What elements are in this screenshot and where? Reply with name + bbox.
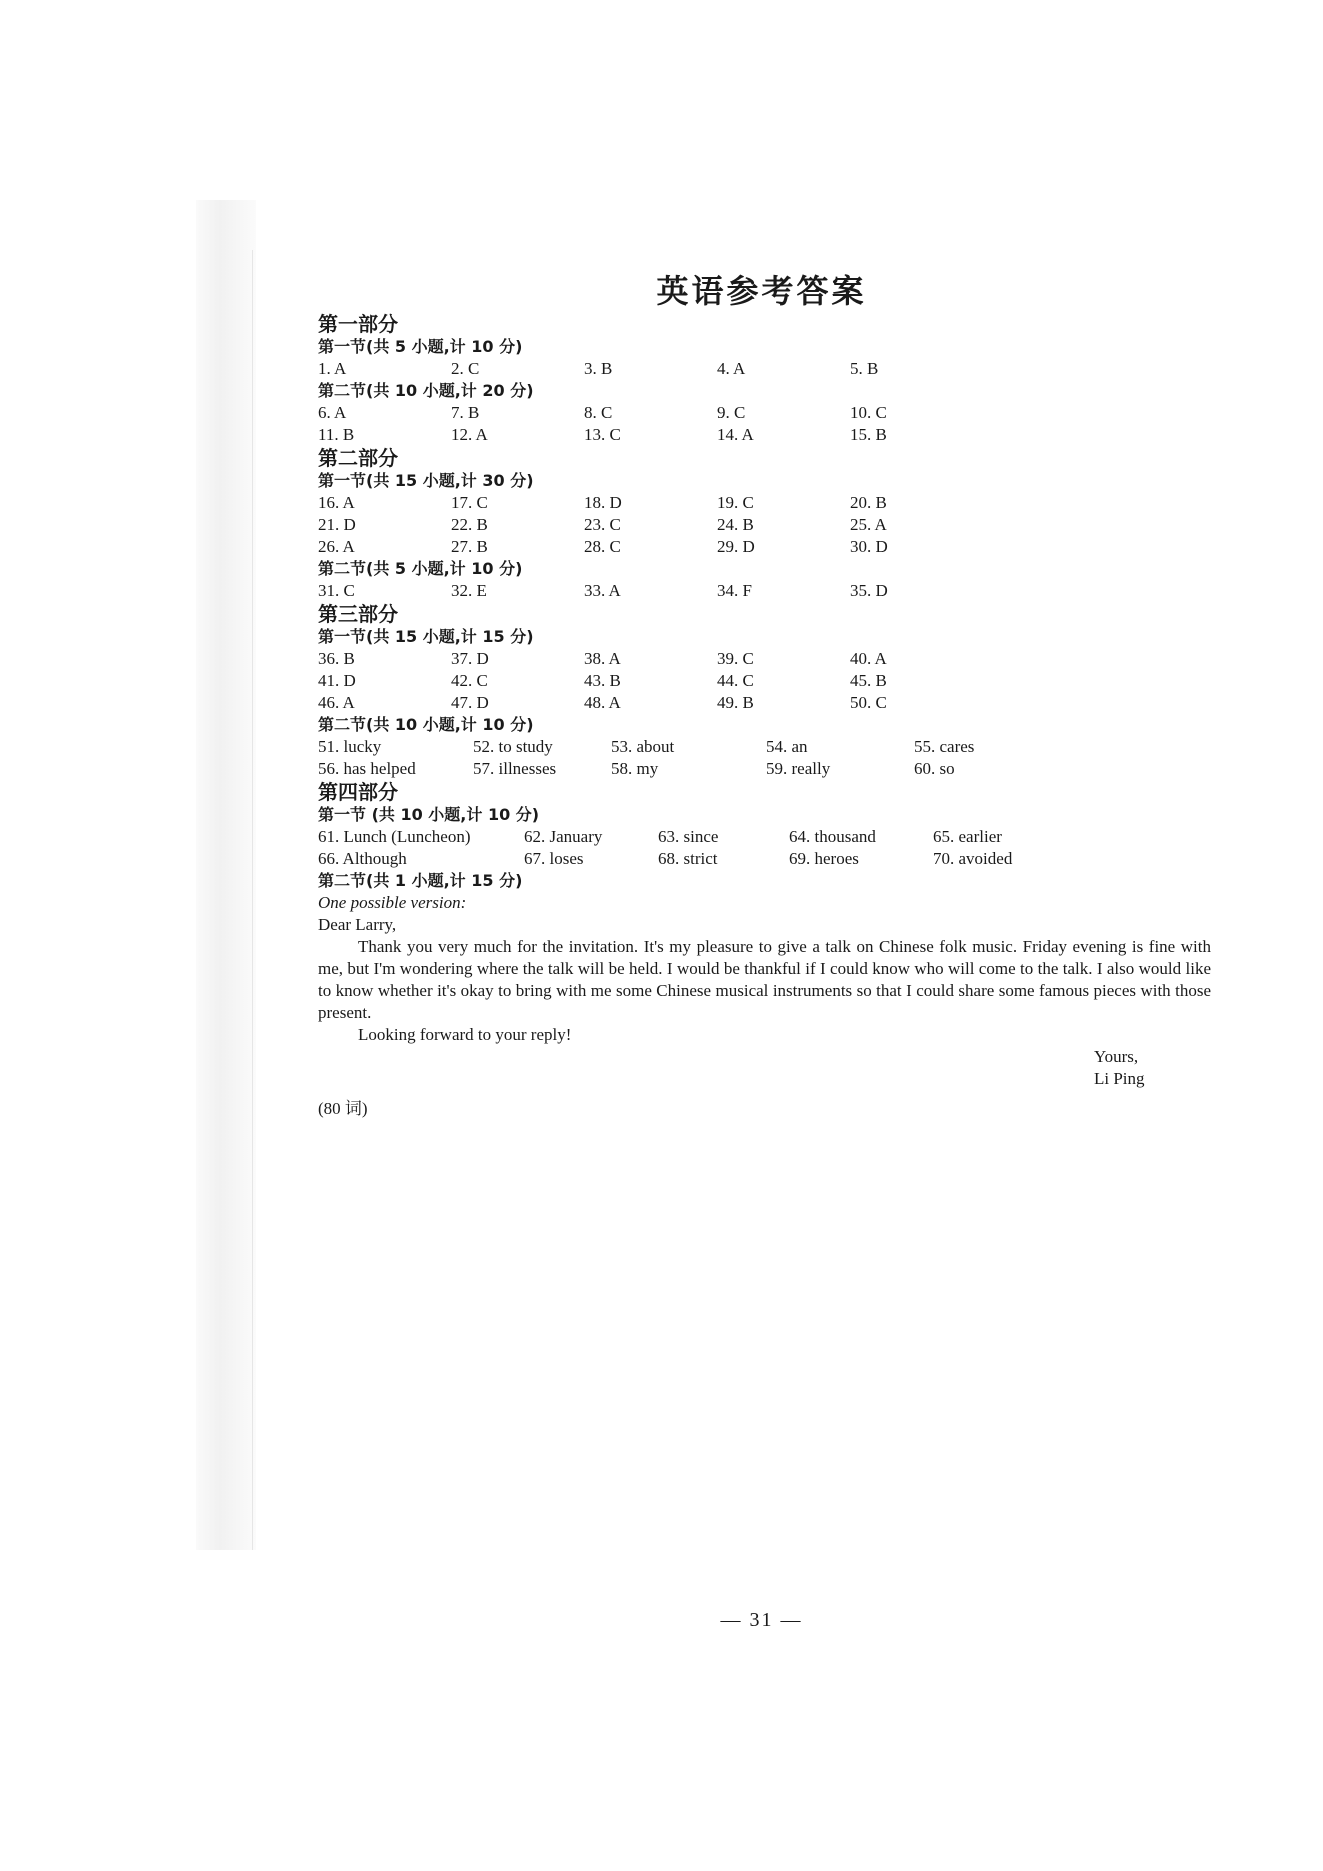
answer-item: 63. since: [658, 827, 719, 846]
answer-item: 39. C: [717, 649, 754, 668]
answer-item: 25. A: [850, 515, 887, 534]
answer-row: [318, 514, 1218, 536]
answer-item: 21. D: [318, 515, 356, 534]
answer-item: 46. A: [318, 693, 355, 712]
answer-item: 48. A: [584, 693, 621, 712]
answer-item: 6. A: [318, 403, 347, 422]
answer-item: 66. Although: [318, 849, 407, 868]
letter-signoff: Yours,: [1094, 1047, 1139, 1066]
part-heading: 第三部分: [318, 602, 398, 626]
answer-item: 35. D: [850, 581, 888, 600]
answer-item: 53. about: [611, 737, 675, 756]
letter-body: Thank you very much for the invitation. It's my pleasure to give a talk on Chinese folk music. Friday evening is fine with me, but I'm wondering where the talk will be held. I would be thankful if I could know who will come to the talk. I also would like to know whether it's okay to bring with me some Chinese musical instruments so that I could share some famous pieces with those present.: [318, 937, 1211, 1022]
answer-item: 2. C: [451, 359, 480, 378]
answer-item: 55. cares: [914, 737, 975, 756]
section-heading: 第二节(共 5 小题,计 10 分): [318, 559, 523, 578]
answer-item: 9. C: [717, 403, 746, 422]
answer-row: [318, 424, 1218, 446]
answer-item: 69. heroes: [789, 849, 859, 868]
answer-item: 18. D: [584, 493, 622, 512]
answer-item: 4. A: [717, 359, 746, 378]
binding-edge: [252, 250, 253, 1550]
section-heading: 第一节(共 15 小题,计 30 分): [318, 471, 534, 490]
answer-item: 44. C: [717, 671, 754, 690]
section-heading: 第一节(共 15 小题,计 15 分): [318, 627, 534, 646]
part-heading: 第一部分: [318, 312, 398, 336]
answer-item: 22. B: [451, 515, 488, 534]
answer-item: 61. Lunch (Luncheon): [318, 827, 471, 846]
version-label: One possible version:: [318, 893, 467, 912]
answer-row: [318, 358, 1218, 380]
answer-row: [318, 758, 1218, 780]
answer-row: [318, 670, 1218, 692]
answer-row: [318, 580, 1218, 602]
answer-item: 33. A: [584, 581, 621, 600]
answer-item: 29. D: [717, 537, 755, 556]
answer-item: 8. C: [584, 403, 613, 422]
answer-item: 11. B: [318, 425, 355, 444]
letter-greeting: Dear Larry,: [318, 915, 397, 934]
binding-margin: [196, 200, 256, 1550]
section-heading: 第二节(共 10 小题,计 10 分): [318, 715, 534, 734]
answer-item: 67. loses: [524, 849, 584, 868]
answer-item: 65. earlier: [933, 827, 1002, 846]
answer-item: 43. B: [584, 671, 621, 690]
answer-item: 41. D: [318, 671, 356, 690]
answer-row: [318, 692, 1218, 714]
answer-item: 52. to study: [473, 737, 553, 756]
answer-item: 32. E: [451, 581, 487, 600]
answer-item: 23. C: [584, 515, 621, 534]
answer-item: 51. lucky: [318, 737, 382, 756]
answer-item: 57. illnesses: [473, 759, 557, 778]
answer-item: 28. C: [584, 537, 621, 556]
section-heading: 第一节 (共 10 小题,计 10 分): [318, 805, 540, 824]
answer-item: 49. B: [717, 693, 754, 712]
answer-row: [318, 536, 1218, 558]
answer-item: 5. B: [850, 359, 879, 378]
answer-item: 19. C: [717, 493, 754, 512]
answer-item: 56. has helped: [318, 759, 416, 778]
answer-item: 38. A: [584, 649, 621, 668]
answer-item: 58. my: [611, 759, 659, 778]
answer-item: 47. D: [451, 693, 489, 712]
answer-item: 3. B: [584, 359, 613, 378]
page-number: — 31 —: [720, 1609, 803, 1631]
answer-item: 13. C: [584, 425, 621, 444]
answer-item: 24. B: [717, 515, 754, 534]
answer-item: 54. an: [766, 737, 808, 756]
answer-item: 17. C: [451, 493, 488, 512]
section-heading: 第一节(共 5 小题,计 10 分): [318, 337, 523, 356]
answer-item: 20. B: [850, 493, 887, 512]
answer-item: 45. B: [850, 671, 887, 690]
answer-item: 12. A: [451, 425, 488, 444]
answer-row: [318, 826, 1218, 848]
answer-item: 60. so: [914, 759, 955, 778]
letter-closing-line: Looking forward to your reply!: [358, 1025, 572, 1044]
answer-item: 34. F: [717, 581, 752, 600]
answer-row: [318, 648, 1218, 670]
answer-item: 42. C: [451, 671, 488, 690]
answer-item: 70. avoided: [933, 849, 1013, 868]
answer-item: 30. D: [850, 537, 888, 556]
answer-item: 59. really: [766, 759, 831, 778]
answer-item: 16. A: [318, 493, 355, 512]
answer-item: 62. January: [524, 827, 603, 846]
answer-item: 27. B: [451, 537, 488, 556]
answer-item: 50. C: [850, 693, 887, 712]
answer-item: 36. B: [318, 649, 355, 668]
section-heading: 第二节(共 1 小题,计 15 分): [318, 871, 523, 890]
answer-item: 64. thousand: [789, 827, 876, 846]
document-title: 英语参考答案: [656, 272, 867, 310]
part-heading: 第二部分: [318, 446, 398, 470]
answer-item: 14. A: [717, 425, 754, 444]
answer-item: 40. A: [850, 649, 887, 668]
word-count: (80 词): [318, 1099, 368, 1118]
answer-item: 26. A: [318, 537, 355, 556]
answer-row: [318, 848, 1218, 870]
answer-item: 15. B: [850, 425, 887, 444]
answer-row: [318, 492, 1218, 514]
answer-row: [318, 736, 1218, 758]
answer-item: 1. A: [318, 359, 347, 378]
answer-row: [318, 402, 1218, 424]
letter-signature: Li Ping: [1094, 1069, 1145, 1088]
answer-item: 7. B: [451, 403, 480, 422]
part-heading: 第四部分: [318, 780, 398, 804]
answer-item: 37. D: [451, 649, 489, 668]
answer-item: 10. C: [850, 403, 887, 422]
answer-item: 68. strict: [658, 849, 718, 868]
answer-key-body: [318, 312, 1218, 1120]
section-heading: 第二节(共 10 小题,计 20 分): [318, 381, 534, 400]
answer-item: 31. C: [318, 581, 355, 600]
